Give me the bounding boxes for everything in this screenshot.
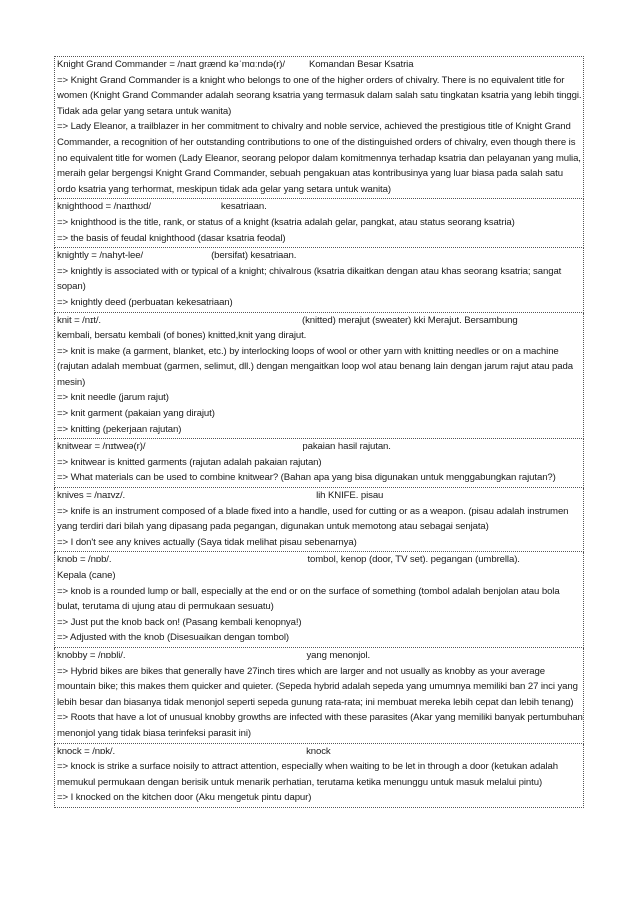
headword-term: knobby = /nɒbli/. (57, 649, 126, 661)
headword-term: knightly = /nahyt-lee/ (57, 250, 144, 262)
headword-gloss: pakaian hasil rajutan. (302, 441, 391, 453)
definition-line: => knob is a rounded lump or ball, especially at the end or on the surface of something (tombol adalah benjolan atau bola bulat, terutama di ujung atau di permukaan sesuatu) (57, 585, 560, 613)
definition-line: => Knight Grand Commander is a knight who belongs to one of the higher orders of chivalry. There is no equivalent title for women (Knight Grand Commander adalah seorang ksatria yang termasuk dalam salah satu tingkatan ksatria yang lebih tinggi. Tidak ada gelar yang setara untuk wanita) (57, 74, 582, 117)
entry-knock (54, 744, 584, 808)
headword-gloss: Komandan Besar Ksatria (308, 59, 414, 70)
entry-knitwear (54, 439, 584, 488)
entry-knight-grand-commander (54, 56, 584, 199)
headword-term: knock = /nɒk/. (57, 745, 116, 757)
headword-gloss: kesatriaan. (220, 201, 267, 213)
example-line: => Adjusted with the knob (Disesuaikan dengan tombol) (57, 632, 290, 644)
example-line: => knit garment (pakaian yang dirajut) (57, 408, 215, 420)
example-line: => the basis of feudal knighthood (dasar ksatria feodal) (57, 232, 286, 244)
headword-gloss: (bersifat) kesatriaan. (211, 250, 297, 262)
headword-line (57, 552, 583, 568)
definition-line: => knit is make (a garment, blanket, etc.) by interlocking loops of wool or other yarn with knitting needles or on a machine (rajutan adalah membuat (garmen, selimut, dll.) dengan mengaitkan loop wol atau benang lain dengan jarum rajut atau pada mesin) (57, 345, 573, 388)
example-line: => knit needle (jarum rajut) (57, 392, 169, 404)
headword-term: knob = /nɒb/. (57, 554, 112, 566)
headword-term: knives = /naɪvz/. (57, 490, 126, 502)
example-line: => Lady Eleanor, a trailblazer in her commitment to chivalry and noble service, achieved the prestigious title of Knight Grand Commander, a recognition of her outstanding contributions to one of the distinguished orders of chivalry, even though there is no equivalent title for women (Lady Eleanor, seorang pelopor dalam komitmennya terhadap ksatria dan pelayanan yang mulia, meraih gelar bergengsi Knight Grand Commander, sebuah pengakuan atas kontribusinya yang luar biasa pada salah satu ordo ksatria yang terhormat, meskipun tidak ada gelar yang setara untuk wanita) (57, 121, 581, 195)
example-line: => knightly deed (perbuatan kekesatriaan) (57, 296, 233, 308)
headword-line (57, 248, 583, 264)
headword-term: knit = /nɪt/. (57, 314, 101, 326)
headword-line (57, 57, 583, 73)
headword-gloss: (knitted) merajut (sweater) kki Merajut. Bersambung (301, 314, 518, 326)
gloss-continuation-line: kembali, bersatu kembali (of bones) knitted,knit yang dirajut. (57, 330, 307, 342)
example-line: => I knocked on the kitchen door (Aku mengetuk pintu dapur) (57, 792, 312, 804)
entry-knit (54, 313, 584, 440)
headword-gloss: knock (306, 745, 331, 757)
entry-knives (54, 488, 584, 552)
entry-knighthood (54, 199, 584, 248)
definition-line: => knightly is associated with or typical of a knight; chivalrous (ksatria dikaitkan dengan atau khas seorang ksatria; sangat sopan) (57, 265, 562, 293)
headword-line (57, 648, 583, 664)
dictionary-page (54, 56, 584, 808)
headword-gloss: lih KNIFE. pisau (316, 490, 384, 502)
entry-knob (54, 552, 584, 648)
definition-line: => knitwear is knitted garments (rajutan adalah pakaian rajutan) (57, 456, 322, 468)
headword-line (57, 488, 583, 504)
headword-term: knighthood = /naɪthʊd/ (57, 201, 151, 213)
example-line: => Hybrid bikes are bikes that generally have 27inch tires which are larger and not usually as knobby as your average mountain bike; this makes them quicker and quieter. (Sepeda hybrid adalah sepeda yang umumnya memiliki ban 27 inci yang lebih besar dan biasanya tidak menonjol seperti sepeda gunung rata-rata; ini membuat mereka lebih cepat dan lebih tenang) (57, 665, 578, 708)
example-line: => knitting (pekerjaan rajutan) (57, 423, 182, 435)
example-line: => I don't see any knives actually (Saya tidak melihat pisau sebenarnya) (57, 536, 357, 548)
headword-gloss: tombol, kenop (door, TV set). pegangan (umbrella). (307, 554, 520, 566)
headword-line (57, 439, 583, 455)
entry-knightly (54, 248, 584, 312)
definition-line: => knighthood is the title, rank, or status of a knight (ksatria adalah gelar, pangkat, atau status seorang ksatria) (57, 216, 515, 228)
headword-line (57, 199, 583, 215)
entry-knobby (54, 648, 584, 744)
headword-term: Knight Grand Commander = /naɪt grænd kəˈmɑːndə(r)/ (57, 59, 285, 70)
headword-gloss: yang menonjol. (306, 649, 371, 661)
gloss-continuation-line: Kepala (cane) (57, 570, 116, 581)
example-line: => Just put the knob back on! (Pasang kembali kenopnya!) (57, 616, 302, 628)
example-line: => What materials can be used to combine knitwear? (Bahan apa yang bisa digunakan untuk menggabungkan rajutan?) (57, 472, 556, 484)
definition-line: => knife is an instrument composed of a blade fixed into a handle, used for cutting or as a weapon. (pisau adalah instrumen yang terdiri dari bilah yang dipasang pada pegangan, digunakan untuk memotong atau sebagai senjata) (57, 505, 569, 533)
definition-line: => knock is strike a surface noisily to attract attention, especially when waiting to be let in through a door (ketukan adalah memukul permukaan dengan berisik untuk menarik perhatian, terutama ketika menunggu untuk masuk melalui pintu) (57, 761, 558, 788)
example-line: => Roots that have a lot of unusual knobby growths are infected with these parasites (Akar yang memiliki banyak pertumbuhan menonjol yang tidak biasa terinfeksi parasit ini) (57, 712, 583, 739)
headword-line (57, 313, 583, 329)
headword-line (57, 744, 583, 760)
headword-term: knitwear = /nɪtweə(r)/ (57, 441, 146, 453)
